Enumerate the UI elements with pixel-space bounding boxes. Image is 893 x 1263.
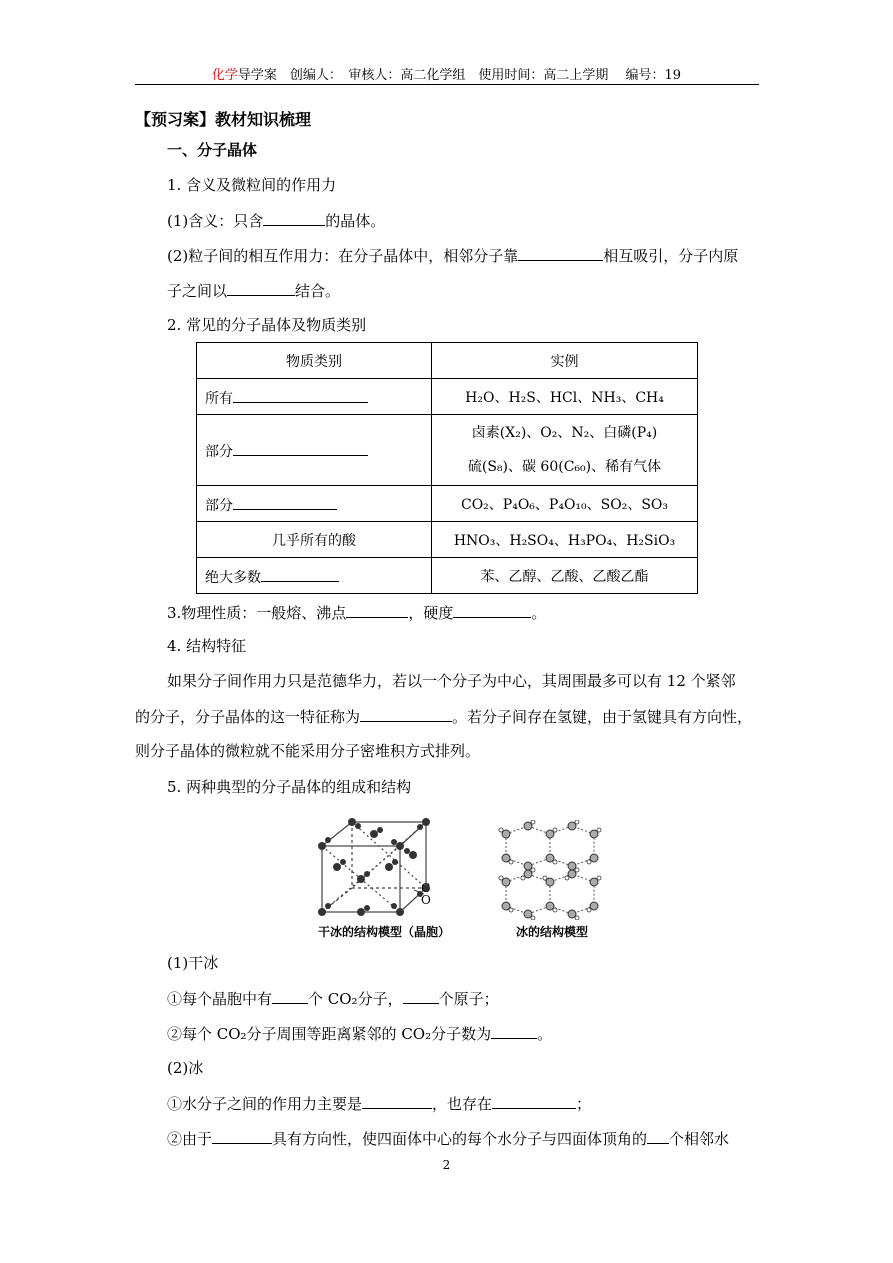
header-divider: [135, 84, 759, 85]
text: 3.物理性质：一般熔、沸点: [167, 604, 347, 622]
table-row: [197, 558, 698, 594]
text: 个相邻水: [669, 1130, 730, 1148]
table-cell: [197, 486, 432, 522]
item-4-para-2: [135, 705, 752, 728]
text: 子之间以: [167, 282, 228, 300]
blank: [362, 1092, 432, 1109]
table-header: 物质类别: [197, 343, 432, 379]
text: ，也存在: [432, 1095, 493, 1113]
text: 的晶体。: [325, 212, 386, 230]
table-cell: 苯、乙醇、乙酸、乙酸乙酯: [432, 558, 698, 594]
item-2-heading: 2. 常见的分子晶体及物质类别: [167, 316, 367, 334]
dry-ice-heading: (1)干冰: [167, 954, 219, 972]
item-1-2: [167, 244, 738, 267]
table-cell: [432, 415, 698, 486]
text: ，硬度: [408, 604, 454, 622]
blank: [227, 279, 295, 296]
text: 。: [531, 604, 547, 622]
blank: [233, 439, 368, 456]
blank: [647, 1127, 669, 1144]
text: 部分: [205, 497, 233, 514]
item-4-heading: 4. 结构特征: [167, 637, 247, 655]
text: 具有方向性，使四面体中心的每个水分子与四面体顶角的: [272, 1130, 648, 1148]
text: 个 CO₂分子，: [308, 990, 403, 1008]
header-subject: 化学: [211, 68, 238, 83]
page-number: 2: [442, 1158, 451, 1172]
item-1-heading: 1. 含义及微粒间的作用力: [167, 176, 337, 194]
table-cell: [197, 558, 432, 594]
blank: [491, 1022, 537, 1039]
text: 结合。: [295, 282, 341, 300]
blank: [453, 601, 531, 618]
ice-q1: [167, 1092, 591, 1115]
blank: [360, 705, 452, 722]
item-5-heading: 5. 两种典型的分子晶体的组成和结构: [167, 778, 412, 796]
table-cell: H₂O、H₂S、HCl、NH₃、CH₄: [432, 379, 698, 415]
item-3: [167, 601, 546, 624]
blank: [272, 987, 308, 1004]
text: 。若分子间存在氢键，由于氢键具有方向性，: [452, 708, 753, 726]
label-c: C: [421, 881, 431, 895]
table-row: [197, 415, 698, 486]
blank: [212, 1127, 272, 1144]
blank: [263, 209, 325, 226]
table-cell: [197, 415, 432, 486]
text: (2)粒子间的相互作用力：在分子晶体中，相邻分子靠: [167, 247, 519, 265]
text: ②由于: [167, 1130, 213, 1148]
ice-model-figure: [498, 820, 608, 920]
text: 卤素(X₂)、O₂、N₂、白磷(P₄): [471, 425, 658, 441]
item-1-1: [167, 209, 385, 232]
ice-q2: [167, 1127, 729, 1150]
dry-ice-model-figure: [314, 818, 454, 918]
dry-ice-caption: 干冰的结构模型（晶胞）: [318, 925, 451, 939]
label-o: O: [421, 893, 431, 907]
blank: [261, 565, 339, 582]
blank: [233, 493, 337, 510]
table-cell: [197, 379, 432, 415]
ice-heading: (2)冰: [167, 1059, 204, 1077]
section-title: 【预习案】教材知识梳理: [135, 110, 312, 129]
text: (1)含义：只含: [167, 212, 264, 230]
dry-ice-q2: [167, 1022, 552, 1045]
part-title: 一、分子晶体: [167, 141, 258, 159]
dry-ice-q1: [167, 987, 499, 1010]
text: ①水分子之间的作用力主要是: [167, 1095, 363, 1113]
text: 部分: [205, 444, 233, 460]
blank: [518, 244, 603, 261]
table-header-row: [197, 343, 698, 379]
text: 绝大多数: [205, 569, 261, 586]
table-row: [197, 522, 698, 558]
text: 个原子；: [438, 990, 499, 1008]
blank: [492, 1092, 576, 1109]
blank: [233, 386, 368, 403]
text: 。: [537, 1025, 553, 1043]
page-header: [0, 64, 893, 83]
ice-caption: 冰的结构模型: [516, 925, 589, 939]
table-row: [197, 486, 698, 522]
text: ；: [576, 1095, 592, 1113]
text: 硫(S₈)、碳 60(C₆₀)、稀有气体: [467, 459, 662, 475]
text: 的分子，分子晶体的这一特征称为: [135, 708, 361, 726]
table-cell: CO₂、P₄O₆、P₄O₁₀、SO₂、SO₃: [432, 486, 698, 522]
table-cell: HNO₃、H₂SO₄、H₃PO₄、H₂SiO₃: [432, 522, 698, 558]
text: 所有: [205, 390, 233, 407]
table-header: 实例: [432, 343, 698, 379]
text: 相互吸引，分子内原: [603, 247, 739, 265]
blank: [346, 601, 408, 618]
item-1-2-cont: [167, 279, 340, 302]
blank: [403, 987, 439, 1004]
text: ②每个 CO₂分子周围等距离紧邻的 CO₂分子数为: [167, 1025, 492, 1043]
item-4-para-3: 则分子晶体的微粒就不能采用分子密堆积方式排列。: [135, 742, 481, 760]
text: ①每个晶胞中有: [167, 990, 273, 1008]
table-row: [197, 379, 698, 415]
crystal-table: [196, 342, 698, 594]
item-4-para-1: 如果分子间作用力只是范德华力，若以一个分子为中心，其周围最多可以有 12 个紧邻: [167, 672, 736, 690]
header-info: 导学案 创编人： 审核人：高二化学组 使用时间：高二上学期 编号：19: [237, 68, 682, 83]
table-cell: 几乎所有的酸: [197, 522, 432, 558]
